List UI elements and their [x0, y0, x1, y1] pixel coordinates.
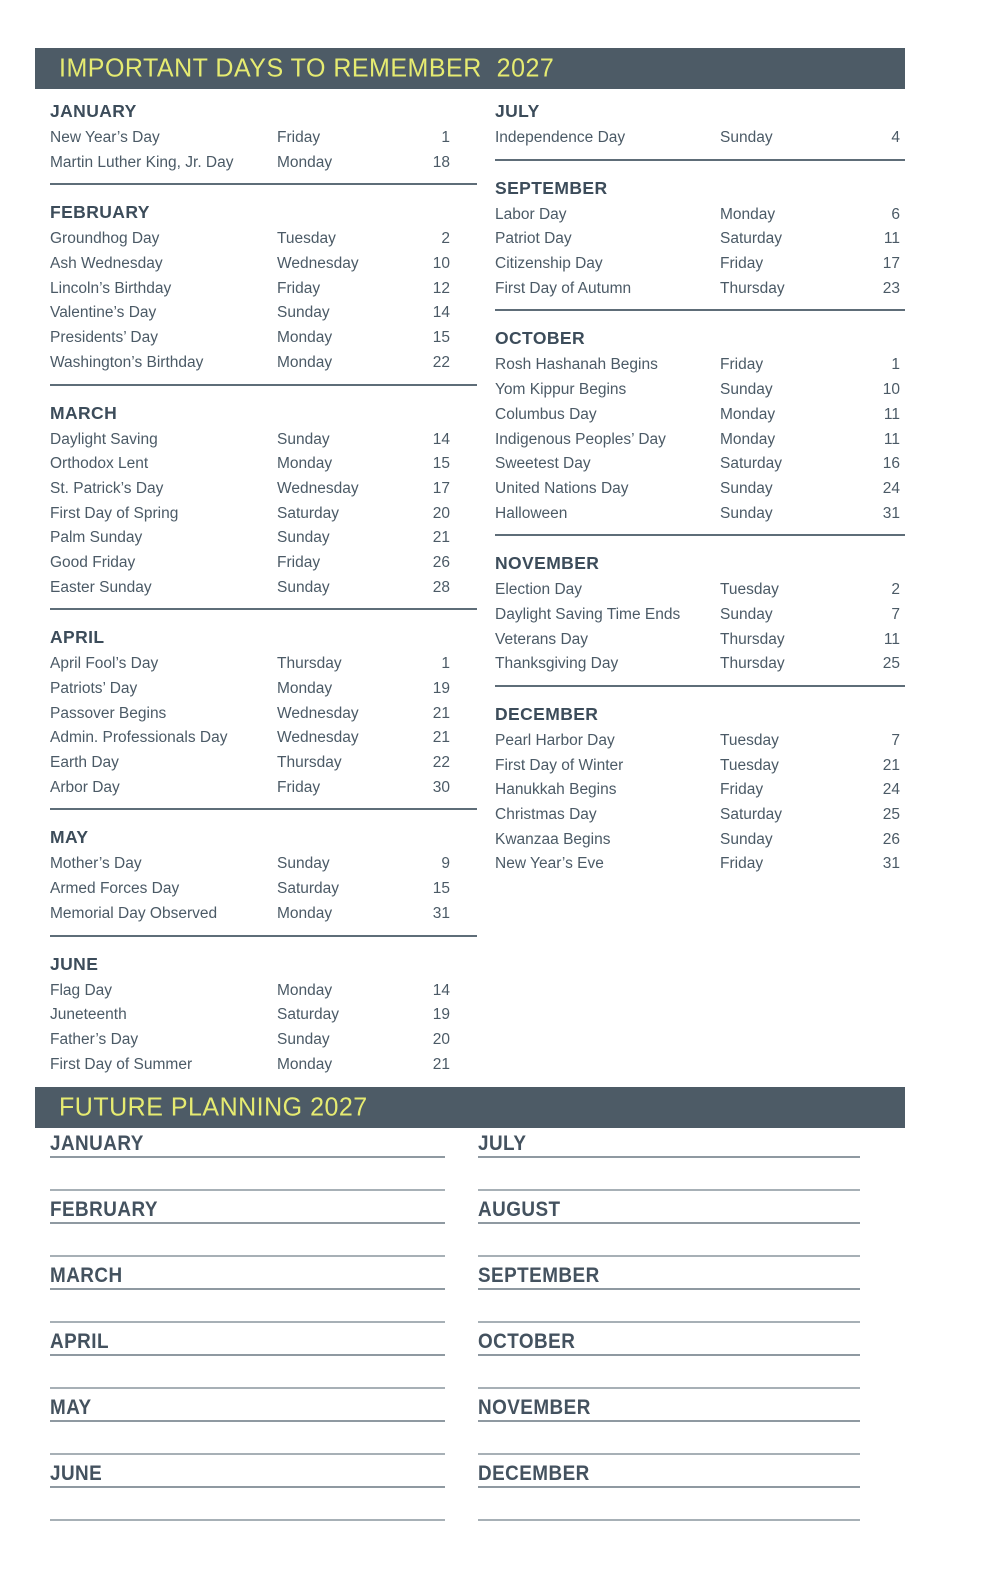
- event-name: Easter Sunday: [50, 578, 152, 596]
- event-weekday: Monday: [720, 405, 776, 423]
- event-weekday: Monday: [277, 353, 333, 371]
- event-row: [50, 301, 477, 326]
- event-date: 24: [882, 781, 900, 799]
- planning-month-underline: [50, 1462, 445, 1488]
- event-weekday: Monday: [277, 680, 333, 697]
- event-date: 1: [441, 655, 450, 673]
- event-date: 25: [882, 806, 900, 824]
- section-divider: [50, 935, 477, 937]
- planning-month-underline: [50, 1198, 445, 1224]
- event-weekday: Sunday: [277, 855, 330, 873]
- month-heading: SEPTEMBER: [495, 177, 608, 198]
- event-weekday: Monday: [277, 1055, 333, 1073]
- event-name: Citizenship Day: [495, 255, 603, 273]
- event-name: United Nations Day: [495, 479, 629, 497]
- month-heading: DECEMBER: [495, 704, 599, 724]
- planning-month-block: [478, 1264, 860, 1330]
- event-row: [495, 502, 905, 527]
- event-name: Daylight Saving Time Ends: [495, 605, 681, 623]
- event-date: 22: [432, 353, 450, 371]
- planning-blank-line: [478, 1321, 860, 1323]
- event-weekday: Monday: [277, 329, 333, 347]
- month-section: [495, 100, 905, 161]
- event-weekday: Sunday: [720, 381, 773, 399]
- month-section: [495, 552, 905, 687]
- event-row: [495, 652, 905, 677]
- planning-month-block: [50, 1264, 445, 1330]
- event-name: Arbor Day: [50, 778, 120, 796]
- month-section: [50, 201, 477, 385]
- event-date: 31: [882, 504, 900, 522]
- event-weekday: Friday: [720, 356, 764, 374]
- event-date: 1: [441, 129, 450, 146]
- planning-month-underline: [478, 1198, 860, 1224]
- event-row: [50, 652, 477, 677]
- event-name: Washington’s Birthday: [50, 353, 204, 371]
- section-divider: [495, 159, 905, 161]
- event-name: New Year’s Day: [50, 129, 160, 146]
- planning-blank-line: [50, 1387, 445, 1389]
- event-name: Valentine’s Day: [50, 304, 157, 322]
- event-weekday: Thursday: [720, 630, 785, 648]
- event-weekday: Tuesday: [720, 756, 779, 774]
- event-date: 12: [432, 279, 450, 297]
- section-divider: [50, 608, 477, 610]
- event-name: Earth Day: [50, 754, 119, 772]
- event-weekday: Saturday: [277, 504, 340, 522]
- month-heading: NOVEMBER: [495, 553, 600, 574]
- event-name: Sweetest Day: [495, 455, 591, 473]
- month-heading: APRIL: [50, 627, 105, 648]
- event-date: 31: [882, 855, 900, 873]
- event-date: 19: [432, 680, 450, 697]
- event-date: 20: [432, 504, 450, 522]
- event-name: Rosh Hashanah Begins: [495, 356, 658, 374]
- planning-month-block: [50, 1330, 445, 1396]
- event-date: 21: [432, 729, 450, 747]
- event-name: Presidents’ Day: [50, 329, 158, 347]
- event-name: Pearl Harbor Day: [495, 732, 615, 749]
- planning-month-underline: [50, 1264, 445, 1290]
- future-planning-header-bar: [35, 1087, 905, 1128]
- event-name: St. Patrick’s Day: [50, 479, 164, 497]
- event-date: 9: [441, 855, 450, 873]
- event-name: Passover Begins: [50, 704, 167, 722]
- event-name: Groundhog Day: [50, 230, 160, 248]
- event-row: [495, 252, 905, 277]
- event-name: Independence Day: [495, 129, 626, 146]
- event-date: 21: [432, 704, 450, 722]
- month-section: [495, 177, 905, 312]
- event-row: [495, 778, 905, 803]
- event-date: 28: [432, 578, 450, 596]
- event-weekday: Monday: [277, 981, 333, 999]
- event-row: [495, 452, 905, 477]
- planning-blank-line: [50, 1453, 445, 1455]
- planning-blank-line: [50, 1519, 445, 1521]
- event-name: Labor Day: [495, 205, 567, 223]
- planning-month-block: [478, 1198, 860, 1264]
- event-name: Ash Wednesday: [50, 255, 163, 273]
- event-date: 11: [883, 230, 900, 248]
- event-weekday: Sunday: [720, 504, 773, 522]
- event-date: 11: [883, 630, 900, 648]
- event-name: Hanukkah Begins: [495, 781, 617, 799]
- section-divider: [495, 685, 905, 687]
- event-row: [50, 776, 477, 801]
- event-weekday: Sunday: [720, 479, 773, 497]
- event-weekday: Monday: [277, 153, 333, 171]
- section-divider: [50, 384, 477, 386]
- month-heading: MAY: [50, 827, 89, 848]
- planning-month-underline: [50, 1132, 445, 1158]
- event-row: [50, 1003, 477, 1028]
- event-name: Christmas Day: [495, 806, 597, 824]
- event-row: [50, 852, 477, 877]
- event-row: [495, 277, 905, 302]
- event-weekday: Saturday: [277, 1006, 340, 1024]
- planning-month-underline: [478, 1462, 860, 1488]
- event-date: 17: [882, 255, 900, 273]
- event-row: [495, 227, 905, 252]
- event-row: [50, 576, 477, 601]
- event-weekday: Wednesday: [277, 479, 359, 497]
- month-section: [50, 953, 477, 1078]
- event-weekday: Saturday: [277, 880, 340, 898]
- event-weekday: Sunday: [277, 304, 330, 322]
- event-row: [495, 754, 905, 779]
- planning-blank-line: [478, 1387, 860, 1389]
- event-name: Veterans Day: [495, 630, 589, 648]
- event-weekday: Friday: [277, 279, 321, 297]
- event-date: 11: [883, 405, 900, 423]
- event-date: 20: [432, 1030, 450, 1048]
- event-name: Palm Sunday: [50, 529, 143, 547]
- planning-month-block: [478, 1132, 860, 1198]
- planning-month-underline: [50, 1330, 445, 1356]
- event-weekday: Friday: [720, 255, 764, 273]
- event-date: 21: [432, 1055, 450, 1073]
- event-weekday: Wednesday: [277, 704, 359, 722]
- event-name: Juneteenth: [50, 1006, 127, 1024]
- event-row: [50, 1028, 477, 1053]
- event-name: Armed Forces Day: [50, 880, 180, 898]
- event-name: Patriots’ Day: [50, 680, 138, 697]
- month-heading: JANUARY: [50, 101, 137, 121]
- planning-blank-line: [478, 1255, 860, 1257]
- month-section: [495, 327, 905, 536]
- event-weekday: Saturday: [720, 455, 783, 473]
- event-row: [495, 203, 905, 228]
- event-row: [50, 277, 477, 302]
- event-name: First Day of Summer: [50, 1055, 193, 1073]
- planning-blank-line: [478, 1189, 860, 1191]
- planning-month-block: [50, 1462, 445, 1528]
- event-date: 23: [882, 279, 900, 297]
- important-right-column: [495, 100, 905, 877]
- event-date: 10: [432, 255, 450, 273]
- planning-month-label: JULY: [478, 1132, 527, 1155]
- month-section: [50, 626, 477, 810]
- event-row: [495, 428, 905, 453]
- event-weekday: Friday: [720, 781, 764, 799]
- important-days-header-bar: [35, 48, 905, 89]
- event-date: 15: [432, 455, 450, 473]
- section-divider: [50, 183, 477, 185]
- event-row: [495, 126, 905, 151]
- event-weekday: Tuesday: [720, 581, 779, 599]
- planning-month-underline: [50, 1396, 445, 1422]
- event-row: [50, 751, 477, 776]
- event-row: [50, 151, 477, 176]
- event-row: [50, 677, 477, 702]
- event-weekday: Friday: [720, 855, 764, 873]
- event-weekday: Friday: [277, 778, 321, 796]
- planning-month-block: [478, 1462, 860, 1528]
- event-row: [50, 252, 477, 277]
- event-date: 7: [891, 732, 900, 749]
- event-row: [50, 227, 477, 252]
- event-row: [495, 353, 905, 378]
- event-row: [495, 852, 905, 877]
- planning-left-column: [50, 1132, 445, 1528]
- event-weekday: Saturday: [720, 230, 783, 248]
- event-name: Lincoln’s Birthday: [50, 279, 172, 297]
- event-name: Orthodox Lent: [50, 455, 149, 473]
- event-weekday: Friday: [277, 129, 321, 146]
- planning-month-label: JANUARY: [50, 1132, 144, 1155]
- event-row: [50, 452, 477, 477]
- planning-month-underline: [478, 1264, 860, 1290]
- event-name: First Day of Spring: [50, 504, 179, 522]
- month-section: [50, 100, 477, 185]
- event-date: 24: [882, 479, 900, 497]
- event-date: 10: [882, 381, 900, 399]
- planning-right-column: [478, 1132, 860, 1528]
- planning-blank-line: [478, 1453, 860, 1455]
- future-planning-title: FUTURE PLANNING 2027: [59, 1092, 368, 1122]
- event-weekday: Saturday: [720, 806, 783, 824]
- section-divider: [495, 534, 905, 536]
- event-row: [50, 551, 477, 576]
- event-name: Mother’s Day: [50, 855, 142, 873]
- event-name: First Day of Autumn: [495, 279, 632, 297]
- event-name: Election Day: [495, 581, 583, 599]
- event-date: 21: [882, 756, 900, 774]
- event-date: 26: [432, 553, 450, 571]
- event-weekday: Monday: [720, 205, 776, 223]
- planning-month-label: DECEMBER: [478, 1462, 590, 1485]
- event-date: 14: [432, 304, 450, 322]
- event-name: Father’s Day: [50, 1030, 139, 1048]
- event-weekday: Monday: [720, 430, 776, 448]
- event-name: Admin. Professionals Day: [50, 729, 228, 747]
- planning-blank-line: [50, 1189, 445, 1191]
- planning-month-block: [50, 1198, 445, 1264]
- event-date: 14: [432, 430, 450, 448]
- event-date: 30: [432, 778, 450, 796]
- event-name: First Day of Winter: [495, 756, 624, 774]
- event-date: 22: [432, 754, 450, 772]
- event-date: 2: [441, 230, 450, 248]
- event-row: [495, 578, 905, 603]
- event-weekday: Tuesday: [277, 230, 336, 248]
- important-left-column: [50, 100, 477, 1077]
- event-date: 18: [432, 153, 450, 171]
- event-name: Patriot Day: [495, 230, 572, 248]
- event-weekday: Sunday: [720, 129, 773, 146]
- planning-month-label: MAY: [50, 1396, 92, 1419]
- month-heading: FEBRUARY: [50, 202, 150, 223]
- event-row: [50, 428, 477, 453]
- event-weekday: Sunday: [277, 1030, 330, 1048]
- event-weekday: Monday: [277, 455, 333, 473]
- event-name: Good Friday: [50, 553, 136, 571]
- section-divider: [495, 309, 905, 311]
- event-date: 19: [432, 1006, 450, 1024]
- event-row: [50, 979, 477, 1004]
- event-weekday: Thursday: [277, 754, 342, 772]
- planning-blank-line: [50, 1255, 445, 1257]
- event-date: 4: [891, 129, 900, 146]
- event-name: Indigenous Peoples’ Day: [495, 430, 666, 448]
- event-weekday: Monday: [277, 904, 333, 922]
- section-divider: [50, 808, 477, 810]
- event-date: 7: [891, 605, 900, 623]
- event-row: [495, 803, 905, 828]
- planning-blank-line: [50, 1321, 445, 1323]
- event-weekday: Friday: [277, 553, 321, 571]
- event-weekday: Thursday: [720, 655, 785, 673]
- month-heading: OCTOBER: [495, 328, 585, 349]
- event-name: April Fool’s Day: [50, 655, 159, 673]
- planning-month-block: [478, 1330, 860, 1396]
- event-weekday: Sunday: [720, 830, 773, 848]
- event-weekday: Wednesday: [277, 729, 359, 747]
- event-date: 2: [891, 581, 900, 599]
- event-date: 25: [882, 655, 900, 673]
- event-weekday: Wednesday: [277, 255, 359, 273]
- event-date: 11: [883, 430, 900, 448]
- event-date: 21: [432, 529, 450, 547]
- event-row: [50, 351, 477, 376]
- event-name: Kwanzaa Begins: [495, 830, 611, 848]
- event-date: 17: [432, 479, 450, 497]
- event-row: [50, 126, 477, 151]
- event-weekday: Thursday: [720, 279, 785, 297]
- event-row: [50, 702, 477, 727]
- event-row: [50, 477, 477, 502]
- event-name: Flag Day: [50, 981, 113, 999]
- event-date: 26: [882, 830, 900, 848]
- planning-month-block: [478, 1396, 860, 1462]
- important-days-title: IMPORTANT DAYS TO REMEMBER 2027: [59, 53, 555, 83]
- event-date: 31: [432, 904, 450, 922]
- planning-month-label: FEBRUARY: [50, 1198, 158, 1221]
- planning-month-label: NOVEMBER: [478, 1396, 591, 1419]
- event-row: [50, 326, 477, 351]
- event-date: 6: [891, 205, 900, 223]
- planning-month-underline: [478, 1330, 860, 1356]
- planning-month-label: AUGUST: [478, 1198, 561, 1221]
- event-date: 16: [882, 455, 900, 473]
- event-date: 15: [432, 329, 450, 347]
- event-row: [495, 828, 905, 853]
- planning-month-block: [50, 1396, 445, 1462]
- event-date: 15: [432, 880, 450, 898]
- event-row: [50, 502, 477, 527]
- event-row: [495, 477, 905, 502]
- planning-month-underline: [478, 1396, 860, 1422]
- planning-month-label: APRIL: [50, 1330, 109, 1353]
- event-row: [50, 726, 477, 751]
- event-row: [495, 603, 905, 628]
- month-section: [50, 402, 477, 611]
- event-name: New Year’s Eve: [495, 855, 604, 873]
- event-row: [495, 729, 905, 754]
- event-weekday: Sunday: [720, 605, 773, 623]
- month-heading: MARCH: [50, 402, 118, 423]
- planning-month-label: SEPTEMBER: [478, 1264, 600, 1287]
- planning-blank-line: [478, 1519, 860, 1521]
- event-date: 1: [891, 356, 900, 374]
- planning-month-block: [50, 1132, 445, 1198]
- planning-month-label: MARCH: [50, 1264, 123, 1287]
- planning-month-label: JUNE: [50, 1462, 103, 1485]
- event-weekday: Sunday: [277, 430, 330, 448]
- month-section: [495, 703, 905, 877]
- event-weekday: Sunday: [277, 529, 330, 547]
- event-row: [50, 1053, 477, 1078]
- event-name: Daylight Saving: [50, 430, 158, 448]
- planning-month-underline: [478, 1132, 860, 1158]
- month-section: [50, 826, 477, 936]
- event-row: [50, 902, 477, 927]
- event-weekday: Tuesday: [720, 732, 779, 749]
- event-name: Yom Kippur Begins: [495, 381, 627, 399]
- month-heading: JUNE: [50, 953, 99, 974]
- month-heading: JULY: [495, 101, 540, 121]
- event-name: Martin Luther King, Jr. Day: [50, 153, 234, 171]
- event-row: [495, 378, 905, 403]
- event-weekday: Thursday: [277, 655, 342, 673]
- event-weekday: Sunday: [277, 578, 330, 596]
- event-name: Columbus Day: [495, 405, 597, 423]
- event-name: Memorial Day Observed: [50, 904, 218, 922]
- event-row: [495, 628, 905, 653]
- event-row: [495, 403, 905, 428]
- event-row: [50, 877, 477, 902]
- event-name: Thanksgiving Day: [495, 655, 619, 673]
- event-date: 14: [432, 981, 450, 999]
- event-name: Halloween: [495, 504, 568, 522]
- planning-month-label: OCTOBER: [478, 1330, 576, 1353]
- event-row: [50, 526, 477, 551]
